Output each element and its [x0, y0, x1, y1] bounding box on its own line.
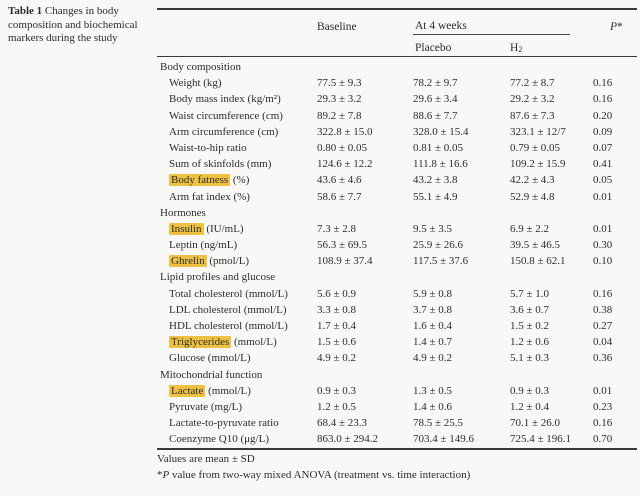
- table-caption-number: Table 1: [8, 5, 43, 17]
- cell-placebo: 3.7 ± 0.8: [413, 303, 453, 316]
- cell-h2: 0.79 ± 0.05: [510, 141, 561, 154]
- row-label: Body fatness (%): [171, 174, 250, 187]
- cell-baseline: 5.6 ± 0.9: [317, 287, 357, 300]
- row-label: Leptin (ng/mL): [169, 239, 238, 252]
- cell-p-value: 0.16: [593, 77, 613, 90]
- cell-placebo: 0.81 ± 0.05: [413, 141, 464, 154]
- col-header-placebo: Placebo: [415, 42, 452, 54]
- row-label: Lactate-to-pyruvate ratio: [169, 417, 279, 430]
- cell-p-value: 0.38: [593, 303, 613, 316]
- table-row: [157, 302, 637, 318]
- h2-base: H: [510, 42, 519, 54]
- cell-baseline: 58.6 ± 7.7: [317, 190, 362, 203]
- cell-h2: 42.2 ± 4.3: [510, 174, 555, 187]
- table-row: [157, 318, 637, 334]
- cell-p-value: 0.41: [593, 158, 613, 171]
- table-row: [157, 108, 637, 124]
- row-label: Insulin (IU/mL): [171, 222, 244, 235]
- cell-h2: 5.7 ± 1.0: [510, 287, 550, 300]
- footnote-asterisk: *: [157, 468, 163, 481]
- cell-baseline: 108.9 ± 37.4: [317, 255, 373, 268]
- table-row: [157, 399, 637, 415]
- cell-placebo: 111.8 ± 16.6: [413, 158, 468, 171]
- section-header-row: [157, 59, 637, 75]
- cell-p-value: 0.07: [593, 141, 613, 154]
- cell-placebo: 43.2 ± 3.8: [413, 174, 458, 187]
- cell-baseline: 124.6 ± 12.2: [317, 158, 373, 171]
- cell-placebo: 1.6 ± 0.4: [413, 320, 453, 332]
- table-caption-text: Changes in body composition and biochemical markers during the study: [8, 5, 138, 44]
- cell-h2: 725.4 ± 196.1: [510, 433, 572, 446]
- cell-h2: 6.9 ± 2.2: [510, 222, 550, 235]
- cell-placebo: 25.9 ± 26.6: [413, 239, 464, 252]
- cell-h2: 87.6 ± 7.3: [510, 109, 555, 122]
- cell-h2: 5.1 ± 0.3: [510, 352, 550, 365]
- table-row: [157, 91, 637, 107]
- table-row: [157, 383, 637, 399]
- row-label: Total cholesterol (mmol/L): [169, 287, 288, 300]
- cell-baseline: 56.3 ± 69.5: [317, 239, 368, 252]
- highlight-marker: Ghrelin: [171, 255, 205, 268]
- table-row: [157, 156, 637, 172]
- cell-p-value: 0.10: [593, 255, 613, 268]
- table-row: [157, 237, 637, 253]
- table-body: [157, 57, 637, 450]
- section-header-row: [157, 367, 637, 383]
- table-row: [157, 431, 637, 447]
- cell-p-value: 0.09: [593, 125, 613, 138]
- cell-h2: 0.9 ± 0.3: [510, 384, 550, 397]
- highlight-marker: Lactate: [171, 384, 204, 397]
- footnote-p-value: [157, 468, 470, 484]
- cell-h2: 39.5 ± 46.5: [510, 239, 561, 252]
- row-label: Waist-to-hip ratio: [169, 141, 247, 154]
- section-label: Mitochondrial function: [160, 368, 263, 381]
- cell-baseline: 1.2 ± 0.5: [317, 400, 357, 413]
- row-label: Pyruvate (mg/L): [169, 400, 243, 413]
- section-header-row: [157, 269, 637, 285]
- table-row: [157, 286, 637, 302]
- cell-placebo: 1.4 ± 0.7: [413, 336, 453, 349]
- cell-baseline: 0.9 ± 0.3: [317, 384, 357, 397]
- table-row: [157, 124, 637, 140]
- h2-subscript: 2: [518, 45, 523, 54]
- table-1: [157, 8, 637, 450]
- cell-baseline: 29.3 ± 3.2: [317, 93, 362, 106]
- row-label: Arm circumference (cm): [169, 125, 279, 138]
- cell-p-value: 0.23: [593, 400, 613, 413]
- table-row: [157, 334, 637, 350]
- col-header-p-value: [593, 10, 637, 35]
- table-caption: [8, 5, 150, 46]
- cell-h2: 323.1 ± 12/7: [510, 125, 566, 138]
- row-label: HDL cholesterol (mmol/L): [169, 320, 288, 332]
- table-row: [157, 415, 637, 431]
- cell-p-value: 0.01: [593, 222, 613, 235]
- cell-p-value: 0.01: [593, 190, 613, 203]
- cell-h2: 29.2 ± 3.2: [510, 93, 555, 106]
- section-header-row: [157, 205, 637, 221]
- col-header-h2: [510, 35, 593, 56]
- col-header-baseline: Baseline: [317, 21, 357, 33]
- highlight-marker: Insulin: [171, 222, 202, 235]
- row-label: Glucose (mmol/L): [169, 352, 251, 365]
- cell-placebo: 88.6 ± 7.7: [413, 109, 458, 122]
- cell-p-value: 0.04: [593, 336, 613, 349]
- cell-h2: 1.2 ± 0.6: [510, 336, 550, 349]
- cell-baseline: 43.6 ± 4.6: [317, 174, 362, 187]
- cell-placebo: 4.9 ± 0.2: [413, 352, 453, 365]
- cell-baseline: 0.80 ± 0.05: [317, 141, 368, 154]
- row-label: Body mass index (kg/m²): [169, 93, 281, 106]
- cell-p-value: 0.01: [593, 384, 613, 397]
- p-label: P: [610, 21, 618, 33]
- cell-h2: 1.2 ± 0.4: [510, 400, 550, 413]
- cell-baseline: 322.8 ± 15.0: [317, 125, 373, 138]
- cell-baseline: 1.5 ± 0.6: [317, 336, 357, 349]
- section-label: Body composition: [160, 61, 241, 73]
- highlight-marker: Body fatness: [171, 174, 229, 187]
- row-label: Lactate (mmol/L): [171, 384, 251, 397]
- cell-p-value: 0.20: [593, 109, 613, 122]
- cell-placebo: 703.4 ± 149.6: [413, 433, 475, 446]
- cell-placebo: 1.3 ± 0.5: [413, 384, 453, 397]
- footnote-p-text: value from two-way mixed ANOVA (treatment vs. time interaction): [169, 468, 471, 481]
- cell-placebo: 5.9 ± 0.8: [413, 287, 453, 300]
- cell-p-value: 0.36: [593, 352, 613, 365]
- cell-placebo: 78.5 ± 25.5: [413, 417, 464, 430]
- table-row: [157, 189, 637, 205]
- cell-baseline: 77.5 ± 9.3: [317, 77, 362, 90]
- cell-p-value: 0.16: [593, 93, 613, 106]
- cell-p-value: 0.16: [593, 287, 613, 300]
- p-asterisk: *: [617, 21, 623, 33]
- table-row: [157, 172, 637, 188]
- cell-h2: 150.8 ± 62.1: [510, 255, 566, 268]
- cell-baseline: 68.4 ± 23.3: [317, 417, 368, 430]
- cell-p-value: 0.70: [593, 433, 613, 446]
- table-header: [157, 8, 637, 57]
- col-header-at-4-weeks: [413, 10, 570, 35]
- row-label: Coenzyme Q10 (μg/L): [169, 433, 269, 446]
- cell-placebo: 1.4 ± 0.6: [413, 400, 453, 413]
- cell-p-value: 0.30: [593, 239, 613, 252]
- row-label: Arm fat index (%): [169, 190, 250, 203]
- cell-placebo: 78.2 ± 9.7: [413, 77, 458, 90]
- cell-baseline: 3.3 ± 0.8: [317, 303, 357, 316]
- cell-baseline: 863.0 ± 294.2: [317, 433, 379, 446]
- cell-baseline: 4.9 ± 0.2: [317, 352, 357, 365]
- cell-p-value: 0.05: [593, 174, 613, 187]
- cell-placebo: 9.5 ± 3.5: [413, 222, 453, 235]
- cell-baseline: 7.3 ± 2.8: [317, 222, 357, 235]
- table-footnotes: [157, 452, 470, 483]
- row-label: Triglycerides (mmol/L): [171, 336, 277, 349]
- cell-placebo: 117.5 ± 37.6: [413, 255, 469, 268]
- cell-h2: 3.6 ± 0.7: [510, 303, 550, 316]
- row-label: Waist circumference (cm): [169, 109, 283, 122]
- at-4-weeks-label: At 4 weeks: [415, 20, 467, 32]
- highlight-marker: Triglycerides: [171, 336, 230, 349]
- row-label: LDL cholesterol (mmol/L): [169, 303, 287, 316]
- table-row: [157, 140, 637, 156]
- table-row: [157, 221, 637, 237]
- cell-baseline: 1.7 ± 0.4: [317, 320, 357, 332]
- row-label: Ghrelin (pmol/L): [171, 255, 250, 268]
- cell-p-value: 0.16: [593, 417, 613, 430]
- row-label: Weight (kg): [169, 77, 222, 90]
- footnote-mean-sd: Values are mean ± SD: [157, 453, 255, 465]
- cell-h2: 1.5 ± 0.2: [510, 320, 550, 332]
- footnote-p: P: [162, 468, 170, 481]
- cell-h2: 77.2 ± 8.7: [510, 77, 555, 90]
- cell-h2: 70.1 ± 26.0: [510, 417, 561, 430]
- section-label: Lipid profiles and glucose: [160, 271, 276, 284]
- cell-h2: 52.9 ± 4.8: [510, 190, 555, 203]
- row-label: Sum of skinfolds (mm): [169, 158, 272, 171]
- cell-placebo: 328.0 ± 15.4: [413, 125, 469, 138]
- table-row: [157, 75, 637, 91]
- table-row: [157, 350, 637, 366]
- table-row: [157, 253, 637, 269]
- cell-p-value: 0.27: [593, 320, 613, 332]
- cell-placebo: 55.1 ± 4.9: [413, 190, 458, 203]
- cell-placebo: 29.6 ± 3.4: [413, 93, 458, 106]
- cell-h2: 109.2 ± 15.9: [510, 158, 566, 171]
- section-label: Hormones: [160, 206, 206, 219]
- cell-baseline: 89.2 ± 7.8: [317, 109, 362, 122]
